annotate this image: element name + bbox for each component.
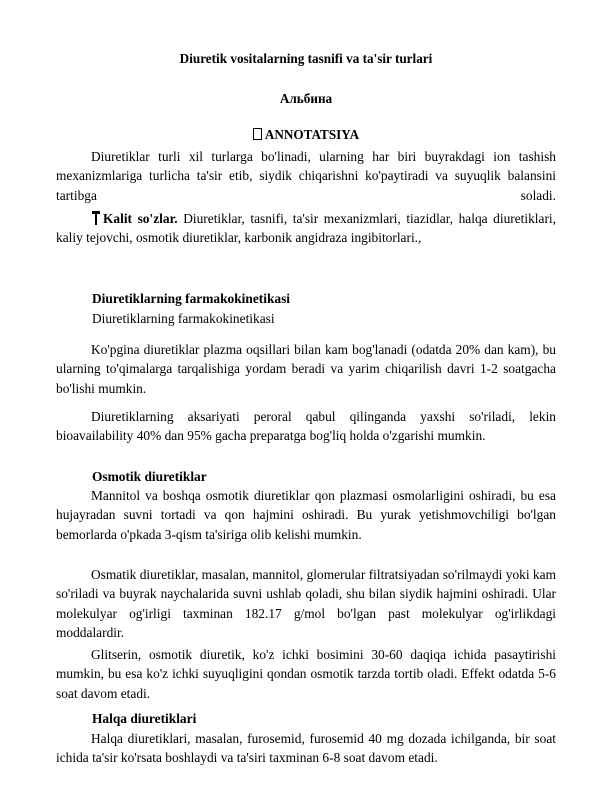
document-title: Diuretik vositalarning tasnifi va ta'sir turlari (179, 51, 433, 66)
section-heading-pharmacokinetics: Diuretiklarning farmakokinetikasi (92, 291, 291, 306)
paragraph-osmotic-1: Mannitol va boshqa osmotik diuretiklar qon plazmasi osmolarligini oshiradi, bu esa hujayradan suvni tortadi va qon hajmini oshiradi. Bu yurak yetishmovchiligi bo'lgan bemorlarda o'pkada 3-qism ta'siriga olib kelishi mumkin. (56, 488, 556, 542)
author-name: Альбина (279, 91, 333, 106)
paragraph-osmotic-3: Glitserin, osmotik diuretik, ko'z ichki bosimini 30-60 daqiqa ichida pasaytirishi mumkin, bu esa ko'z ichki suyuqligini qondan osmotik tarzda tortib oladi. Effekt odatda 5-6 soat davom etadi. (56, 647, 556, 701)
annotation-heading: ANNOTATSIYA (264, 127, 360, 142)
keywords-label: Kalit so'zlar. (103, 211, 178, 226)
paragraph-pk-1: Ko'pgina diuretiklar plazma oqsillari bilan kam bog'lanadi (odatda 20% dan kam), bu ularning to'qimalarga tarqalishiga yordam beradi va yarim chiqarilish davri 1-2 soatgacha bo'lishi mumkin. (56, 342, 556, 396)
missing-glyph-icon (253, 128, 262, 140)
annotation-heading-row (0, 127, 612, 143)
section-heading-osmotic: Osmotik diuretiklar (92, 469, 207, 484)
annotation-paragraph-line1: Diuretiklar turli xil turlarga bo'linadi, ularning har biri buyrakdagi ion tashish mexanizmlariga turlicha ta'sir etib, siydik chiqarishni ko'paytiradi va suyuqlik balansini tartibga (56, 149, 556, 203)
pin-icon (91, 211, 101, 225)
keywords-paragraph (56, 209, 556, 248)
annotation-paragraph-end: soladi. (520, 188, 556, 203)
paragraph-osmotic-2: Osmatik diuretiklar, masalan, mannitol, glomerular filtratsiyadan so'rilmaydi yoki kam so'riladi va buyrak naychalarida suvni ushlab qoladi, shu bilan siydik hajmini oshiradi. Ular molekulyar og'irligi taxminan 182.17 g/mol bo'lgan past molekulyar og'irlikdagi moddalardir. (56, 567, 556, 641)
keywords-text: Diuretiklar, tasnifi, ta'sir mexanizmlari, tiazidlar, halqa diuretiklari, kaliy tejovchi, osmotik diuretiklar, karbonik angidraza ingibitorlari., (56, 211, 556, 246)
paragraph-pk-2: Diuretiklarning aksariyati peroral qabul qilinganda yaxshi so'riladi, lekin bioavailability 40% dan 95% gacha preparatga bog'liq holda o'zgarishi mumkin. (56, 409, 556, 444)
section-subheading-pharmacokinetics: Diuretiklarning farmakokinetikasi (92, 311, 275, 326)
section-heading-loop: Halqa diuretiklari (92, 711, 197, 726)
paragraph-loop-1: Halqa diuretiklari, masalan, furosemid, furosemid 40 mg dozada ichilganda, bir soat ichida ta'sir ko'rsata boshlaydi va ta'siri taxminan 6-8 soat davom etadi. (56, 731, 556, 766)
